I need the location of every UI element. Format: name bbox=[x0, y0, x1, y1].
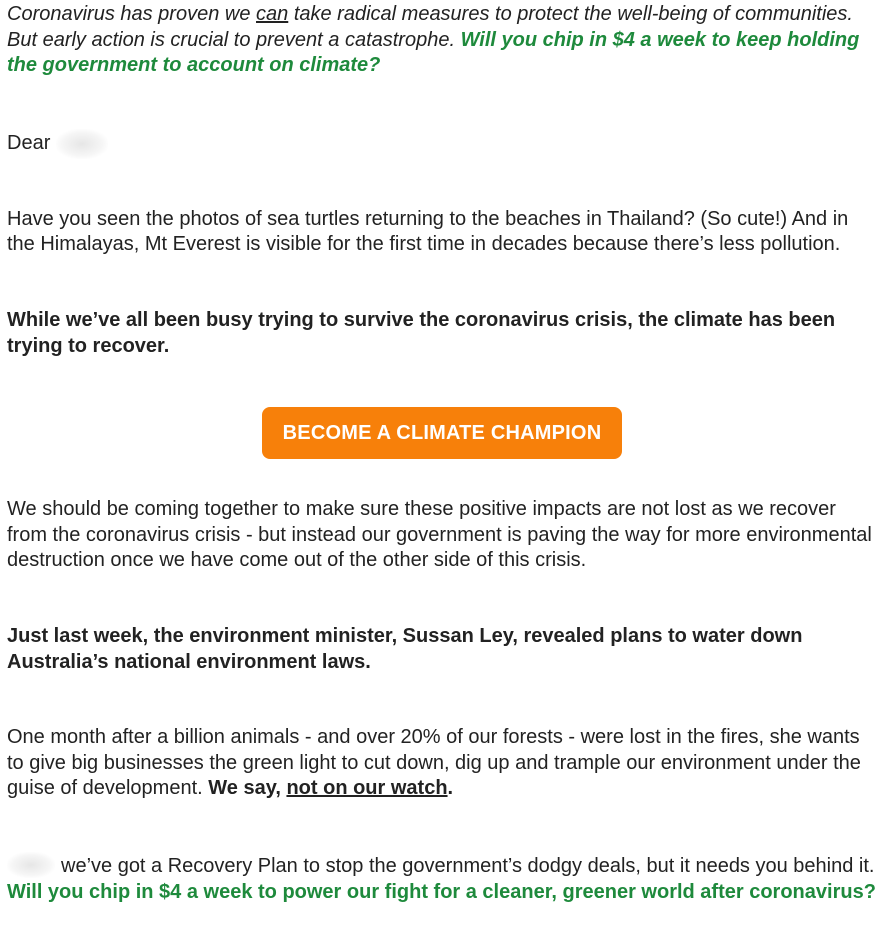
recovery-text: we’ve got a Recovery Plan to stop the government’s dodgy deals, but it needs you behind it. bbox=[61, 854, 875, 877]
intro-ask: Will you chip in $4 a week to keep holding the government to account on climate? bbox=[7, 28, 860, 77]
intro-text-1: Coronavirus has proven we bbox=[7, 3, 257, 25]
climate-champion-button[interactable]: BECOME A CLIMATE CHAMPION bbox=[262, 407, 623, 459]
paragraph-recovery-plan bbox=[7, 852, 877, 905]
fires-end: . bbox=[447, 777, 454, 800]
greeting-label: Dear bbox=[7, 131, 51, 154]
paragraph-coming-together: We should be coming together to make sure these positive impacts are not lost as we recover from the coronavirus crisis - but instead our government is paving the way for more environmental destruction once we have come out of the other side of this crisis. bbox=[7, 498, 872, 572]
recovery-ask: Will you chip in $4 a week to power our fight for a cleaner, greener world after coronavirus? bbox=[7, 880, 876, 903]
paragraph-fires bbox=[7, 725, 877, 802]
fires-bold: We say, bbox=[208, 777, 287, 800]
fires-text: One month after a billion animals - and over 20% of our forests - were lost in the fires, she wants to give big businesses the green light to cut down, dig up and trample our environment under the guise of development. bbox=[7, 726, 861, 800]
paragraph-turtles: Have you seen the photos of sea turtles returning to the beaches in Thailand? (So cute!) And in the Himalayas, Mt Everest is visible for the first time in decades because there’s less pollution. bbox=[7, 207, 849, 256]
paragraph-climate-recover: While we’ve all been busy trying to survive the coronavirus crisis, the climate has been trying to recover. bbox=[7, 308, 836, 357]
redacted-name-lead bbox=[7, 852, 55, 878]
cta-row bbox=[7, 407, 877, 459]
intro-paragraph bbox=[7, 2, 877, 79]
redacted-name bbox=[56, 129, 108, 159]
not-on-our-watch-link[interactable]: not on our watch bbox=[286, 777, 448, 800]
intro-text-2: take radical measures to protect the well-being of communities. But early action is crucial to prevent a catastrophe. bbox=[7, 3, 853, 51]
greeting bbox=[7, 129, 877, 159]
intro-emphasis: can bbox=[256, 3, 289, 25]
paragraph-minister: Just last week, the environment minister, Sussan Ley, revealed plans to water down Australia’s national environment laws. bbox=[7, 624, 803, 673]
